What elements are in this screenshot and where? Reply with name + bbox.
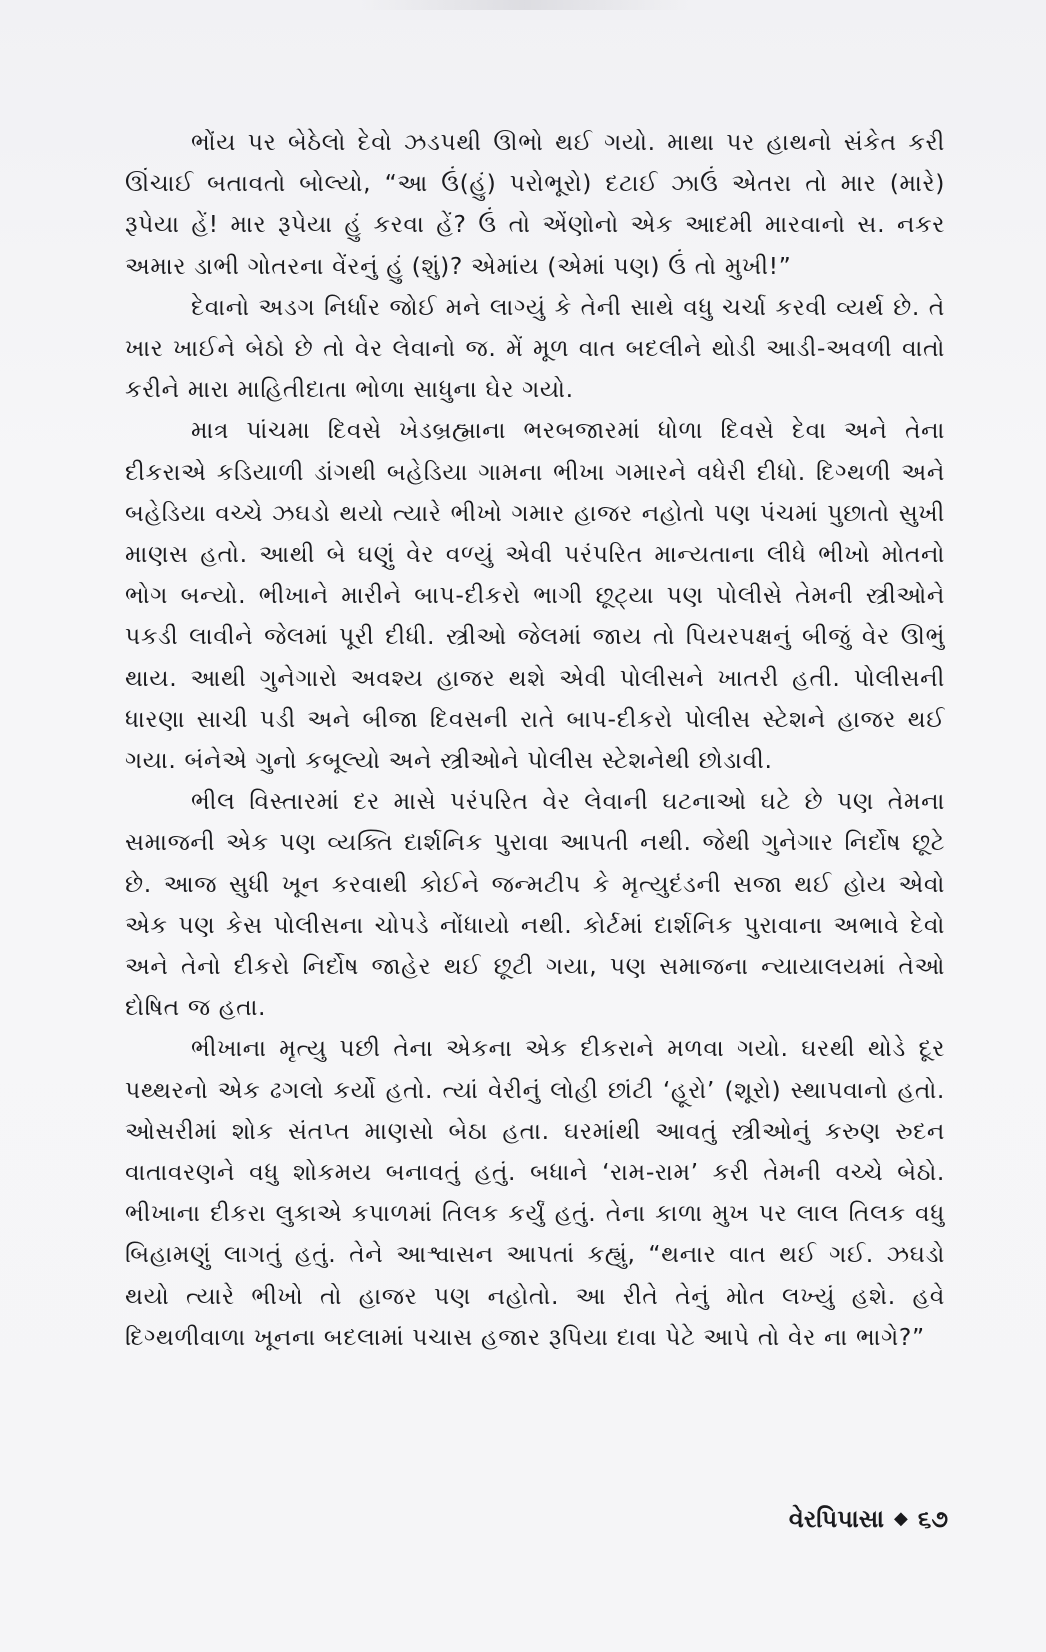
paragraph: ભીલ વિસ્તારમાં દર માસે પરંપરિત વેર લેવાની ઘટનાઓ ઘટે છે પણ તેમના સમાજની એક પણ વ્યક્તિ દાર્શનિક પુરાવા આપતી નથી. જેથી ગુનેગાર નિર્દોષ છૂટે છે. આજ સુધી ખૂન કરવાથી કોઈને જન્મટીપ કે મૃત્યુદંડની સજા થઈ હોય એવો એક પણ કેસ પોલીસના ચોપડે નોંધાયો નથી. કોર્ટમાં દાર્શનિક પુરાવાના અભાવે દેવો અને તેનો દીકરો નિર્દોષ જાહેર થઈ છૂટી ગયા, પણ સમાજના ન્યાયાલયમાં તેઓ દોષિત જ હતા. bbox=[125, 787, 945, 1022]
book-title: વેરપિપાસા bbox=[788, 1505, 885, 1533]
body-text bbox=[125, 122, 945, 1358]
paragraph: દેવાનો અડગ નિર્ધાર જોઈ મને લાગ્યું કે તેની સાથે વધુ ચર્ચા કરવી વ્યર્થ છે. તે ખાર ખાઈને બેઠો છે તો વેર લેવાનો જ. મેં મૂળ વાત બદલીને થોડી આડી-અવળી વાતો કરીને મારા માહિતીદાતા ભોળા સાધુના ઘેર ગયો. bbox=[125, 292, 945, 404]
paragraph: ભોંય પર બેઠેલો દેવો ઝડપથી ઊભો થઈ ગયો. માથા પર હાથનો સંકેત કરી ઊંચાઈ બતાવતો બોલ્યો, “આ ઉં(હું) પરોભૂરો) દટાઈ ઝાઉં એતરા તો માર (મારે) રૂપેયા હેં! માર રૂપેયા હું કરવા હેં? ઉં તો એંણોનો એક આદમી મારવાનો સ. નકર અમાર ડાભી ગોતરના વેંરનું હું (શું)? એમાંય (એમાં પણ) ઉં તો મુખી!” bbox=[125, 128, 945, 280]
diamond-separator-icon: ◆ bbox=[894, 1508, 908, 1529]
page-number: ૬૭ bbox=[917, 1505, 948, 1533]
page-footer bbox=[789, 1505, 948, 1533]
paragraph: માત્ર પાંચમા દિવસે ખેડબ્રહ્માના ભરબજારમાં ધોળા દિવસે દેવા અને તેના દીકરાએ કડિયાળી ડાંગથી બહેડિયા ગામના ભીખા ગમારને વધેરી દીધો. દિગ્થળી અને બહેડિયા વચ્ચે ઝઘડો થયો ત્યારે ભીખો ગમાર હાજર નહોતો પણ પંચમાં પુછાતો સુખી માણસ હતો. આથી બે ઘણું વેર વળ્યું એવી પરંપરિત માન્યતાના લીધે ભીખો મોતનો ભોગ બન્યો. ભીખાને મારીને બાપ-દીકરો ભાગી છૂટ્યા પણ પોલીસે તેમની સ્ત્રીઓને પકડી લાવીને જેલમાં પૂરી દીધી. સ્ત્રીઓ જેલમાં જાય તો પિયરપક્ષનું બીજું વેર ઊભું થાય. આથી ગુનેગારો અવશ્ય હાજર થશે એવી પોલીસને ખાતરી હતી. પોલીસની ધારણા સાચી પડી અને બીજા દિવસની રાતે બાપ-દીકરો પોલીસ સ્ટેશને હાજર થઈ ગયા. બંનેએ ગુનો કબૂલ્યો અને સ્ત્રીઓને પોલીસ સ્ટેશનેથી છોડાવી. bbox=[125, 416, 945, 775]
paragraph: ભીખાના મૃત્યુ પછી તેના એકના એક દીકરાને મળવા ગયો. ઘરથી થોડે દૂર પથ્થરનો એક ઢગલો કર્યો હતો. ત્યાં વેરીનું લોહી છાંટી ‘હૂરો’ (શૂરો) સ્થાપવાનો હતો. ઓસરીમાં શોક સંતપ્ત માણસો બેઠા હતા. ઘરમાંથી આવતું સ્ત્રીઓનું કરુણ રુદન વાતાવરણને વધુ શોકમય બનાવતું હતું. બધાને ‘રામ-રામ’ કરી તેમની વચ્ચે બેઠો. ભીખાના દીકરા લુકાએ કપાળમાં તિલક કર્યું હતું. તેના કાળા મુખ પર લાલ તિલક વધુ બિહામણું લાગતું હતું. તેને આશ્વાસન આપતાં કહ્યું, “થનાર વાત થઈ ગઈ. ઝઘડો થયો ત્યારે ભીખો તો હાજર પણ નહોતો. આ રીતે તેનું મોત લખ્યું હશે. હવે દિગ્થળીવાળા ખૂનના બદલામાં પચાસ હજાર રૂપિયા દાવા પેટે આપે તો વેર ના ભાગે?” bbox=[125, 1034, 945, 1351]
scan-shadow bbox=[360, 0, 690, 10]
